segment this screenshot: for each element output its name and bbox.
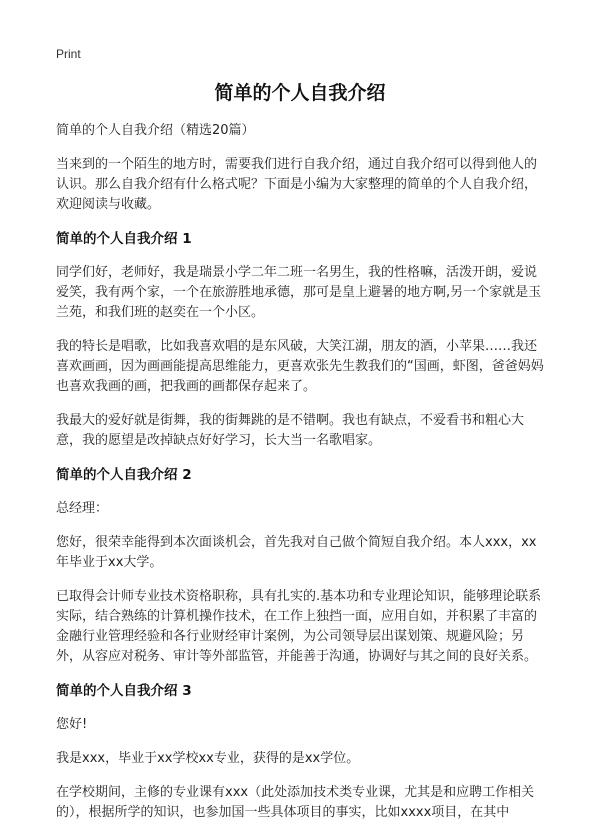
section-3-paragraph-1: 您好! bbox=[56, 717, 88, 732]
section-heading-2: 简单的个人自我介绍 2 bbox=[56, 467, 192, 483]
intro-paragraph: 当来到的一个陌生的地方时，需要我们进行自我介绍，通过自我介绍可以得到他人的认识。那么自我介绍有什么格式呢？下面是小编为大家整理的简单的个人自我介绍，欢迎阅读与收藏。 bbox=[56, 157, 538, 212]
print-link[interactable]: Print bbox=[56, 47, 81, 61]
section-1-paragraph-2: 我的特长是唱歌，比如我喜欢唱的是东风破，大笑江湖，朋友的酒，小苹果……我还喜欢画画，因为画画能提高思维能力，更喜欢张先生教我们的“国画，虾图，爸爸妈妈也喜欢我画的画，把我画的画都保存起来了。 bbox=[56, 339, 544, 394]
section-3-paragraph-2: 我是xxx，毕业于xx学校xx专业，获得的是xx学位。 bbox=[56, 751, 360, 766]
section-2-paragraph-1: 总经理： bbox=[56, 501, 109, 516]
section-3-paragraph-3: 在学校期间，主修的专业课有xxx（此处添加技术类专业课，尤其是和应聘工作相关的），根据所学的知识，也参加国一些具体项目的事实，比如xxxx项目，在其中 bbox=[56, 785, 535, 820]
section-1-paragraph-1: 同学们好，老师好，我是瑞景小学二年二班一名男生，我的性格嘛，活泼开朗，爱说爱笑，我有两个家，一个在旅游胜地承德，那可是皇上避暑的地方啊,另一个家就是玉兰苑，和我们班的赵奕在一个小区。 bbox=[56, 265, 542, 320]
section-2-paragraph-3: 已取得会计师专业技术资格职称，具有扎实的.基本功和专业理论知识，能够理论联系实际，结合熟练的计算机操作技术，在工作上独挡一面，应用自如，并积累了丰富的金融行业管理经验和各行业财经审计案例，为公司领导层出谋划策、规避风险；另外，从容应对税务、审计等外部监管，并能善于沟通，协调好与其之间的良好关系。 bbox=[56, 589, 542, 664]
section-heading-1: 简单的个人自我介绍 1 bbox=[56, 231, 192, 247]
section-1-paragraph-3: 我最大的爱好就是街舞，我的街舞跳的是不错啊。我也有缺点，不爱看书和粗心大意，我的愿望是改掉缺点好好学习，长大当一名歌唱家。 bbox=[56, 413, 525, 448]
document-subtitle: 简单的个人自我介绍（精选20篇） bbox=[56, 123, 255, 138]
section-2-paragraph-2: 您好，很荣幸能得到本次面谈机会，首先我对自己做个简短自我介绍。本人xxx，xx年毕业于xx大学。 bbox=[56, 535, 537, 570]
document-body bbox=[56, 121, 548, 837]
section-heading-3: 简单的个人自我介绍 3 bbox=[56, 683, 192, 699]
document-title: 简单的个人自我介绍 bbox=[214, 82, 386, 104]
